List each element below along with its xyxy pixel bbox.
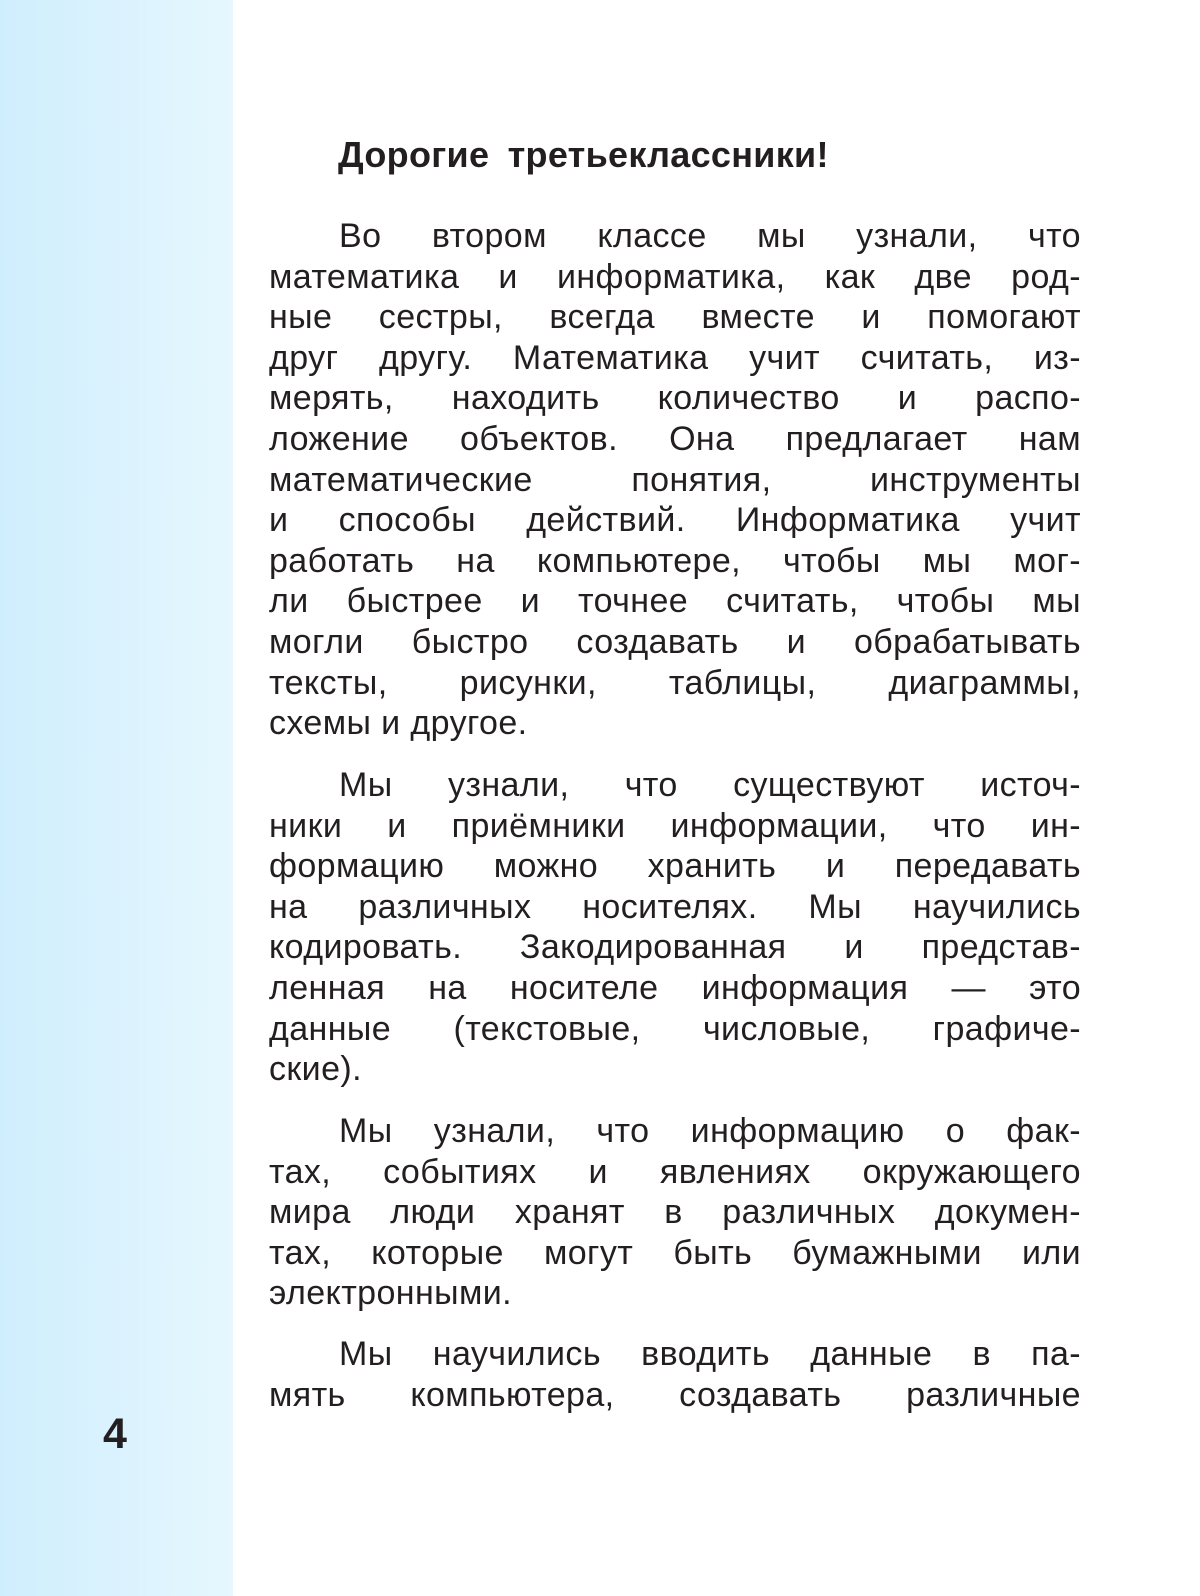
page-heading: Дорогие третьеклассники!	[338, 134, 829, 175]
text-line: ленная на носителе информация — это	[269, 968, 1081, 1007]
text-line: ные сестры, всегда вместе и помогают	[269, 298, 1081, 337]
text-line: мира люди хранят в различных докумен-	[269, 1193, 1081, 1232]
text-line: кодировать. Закодированная и представ-	[269, 928, 1081, 967]
text-line: ли быстрее и точнее считать, чтобы мы	[269, 582, 1081, 621]
page-margin-band	[0, 0, 233, 1596]
text-line: ложение объектов. Она предлагает нам	[269, 419, 1081, 458]
text-line: тексты, рисунки, таблицы, диаграммы,	[269, 663, 1081, 702]
text-line: данные (текстовые, числовые, графиче-	[269, 1009, 1081, 1048]
text-line: ские).	[269, 1050, 362, 1089]
page-number: 4	[103, 1410, 127, 1458]
text-line: мерять, находить количество и распо-	[269, 379, 1081, 418]
paragraph-1	[269, 216, 1081, 744]
text-line: тах, событиях и явлениях окружающего	[269, 1152, 1081, 1191]
text-line: друг другу. Математика учит считать, из-	[269, 338, 1081, 377]
text-line: ники и приёмники информации, что ин-	[269, 806, 1081, 845]
paragraph-3	[269, 1111, 1081, 1314]
paragraph-4	[269, 1334, 1081, 1415]
text-line: работать на компьютере, чтобы мы мог-	[269, 541, 1081, 580]
text-line: формацию можно хранить и передавать	[269, 847, 1081, 886]
text-line: электронными.	[269, 1274, 513, 1313]
text-line: могли быстро создавать и обрабатывать	[269, 622, 1081, 661]
paragraph-2	[269, 765, 1081, 1090]
text-line: схемы и другое.	[269, 704, 528, 743]
text-line: Мы узнали, что информацию о фак-	[339, 1112, 1081, 1150]
text-line: математика и информатика, как две род-	[269, 257, 1081, 296]
text-line: тах, которые могут быть бумажными или	[269, 1233, 1081, 1272]
text-line: и способы действий. Информатика учит	[269, 501, 1081, 540]
text-line: мять компьютера, создавать различные	[269, 1375, 1081, 1414]
text-line: математические понятия, инструменты	[269, 460, 1081, 499]
text-line: Во втором классе мы узнали, что	[339, 217, 1081, 255]
text-line: Мы научились вводить данные в па-	[339, 1335, 1081, 1373]
text-line: на различных носителях. Мы научились	[269, 887, 1081, 926]
text-line: Мы узнали, что существуют источ-	[339, 766, 1081, 804]
